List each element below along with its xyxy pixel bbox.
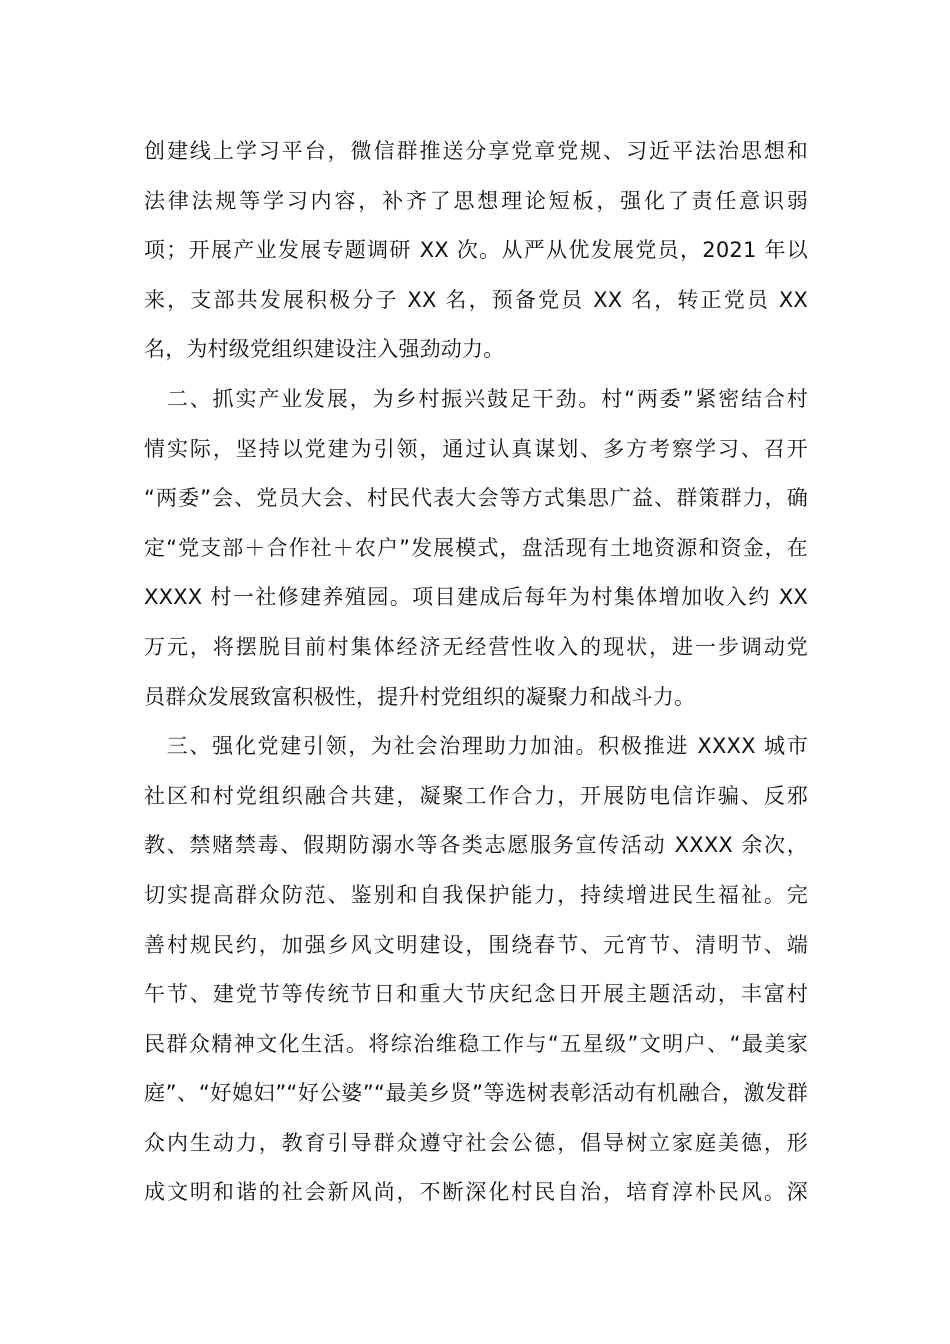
paragraph-2-industry-development <box>144 375 808 722</box>
text-line: 创建线上学习平台，微信群推送分享党章党规、习近平法治思想和 <box>144 139 808 163</box>
text-line: 午节、建党节等传统节日和重大节庆纪念日开展主题活动，丰富村 <box>144 982 808 1007</box>
document-body <box>144 127 808 1218</box>
text-line: 切实提高群众防范、鉴别和自我保护能力，持续增进民生福祉。完 <box>144 882 808 907</box>
text-line: 成文明和谐的社会新风尚，不断深化村民自治，培育淳朴民风。深 <box>144 1180 808 1205</box>
text-line: 情实际，坚持以党建为引领，通过认真谋划、多方考察学习、召开 <box>144 436 808 461</box>
text-line: XXXX 村一社修建养殖园。项目建成后每年为村集体增加收入约 XX <box>144 585 808 610</box>
text-line: 庭”、“好媳妇”“好公婆”“最美乡贤”等选树表彰活动有机融合，激发群 <box>144 1081 808 1106</box>
text-line: 项；开展产业发展专题调研 XX 次。从严从优发展党员，2021 年以 <box>144 238 808 263</box>
text-line: 民群众精神文化生活。将综治维稳工作与“五星级”文明户、“最美家 <box>144 1031 808 1056</box>
text-line: 万元，将摆脱目前村集体经济无经营性收入的现状，进一步调动党 <box>144 634 808 659</box>
text-line: 社区和村党组织融合共建，凝聚工作合力，开展防电信诈骗、反邪 <box>144 783 808 808</box>
text-line: 名，为村级党组织建设注入强劲动力。 <box>144 337 505 362</box>
text-line: 三、强化党建引领，为社会治理助力加油。积极推进 XXXX 城市 <box>144 734 808 759</box>
text-line: 善村规民约，加强乡风文明建设，围绕春节、元宵节、清明节、端 <box>144 932 808 957</box>
text-line: 法律法规等学习内容，补齐了思想理论短板，强化了责任意识弱 <box>144 188 808 213</box>
text-line: 定“党支部＋合作社＋农户”发展模式，盘活现有土地资源和资金，在 <box>144 535 808 560</box>
text-line: 二、抓实产业发展，为乡村振兴鼓足干劲。村“两委”紧密结合村 <box>144 386 808 411</box>
text-line: 员群众发展致富积极性，提升村党组织的凝聚力和战斗力。 <box>144 684 696 709</box>
text-line: 教、禁赌禁毒、假期防溺水等各类志愿服务宣传活动 XXXX 余次， <box>144 833 808 858</box>
paragraph-1 <box>144 127 808 375</box>
text-line: 来，支部共发展积极分子 XX 名，预备党员 XX 名，转正党员 XX <box>144 287 808 312</box>
text-line: 众内生动力，教育引导群众遵守社会公德，倡导树立家庭美德，形 <box>144 1130 808 1155</box>
text-line: “两委”会、党员大会、村民代表大会等方式集思广益、群策群力，确 <box>144 486 808 511</box>
paragraph-3-social-governance <box>144 722 808 1218</box>
